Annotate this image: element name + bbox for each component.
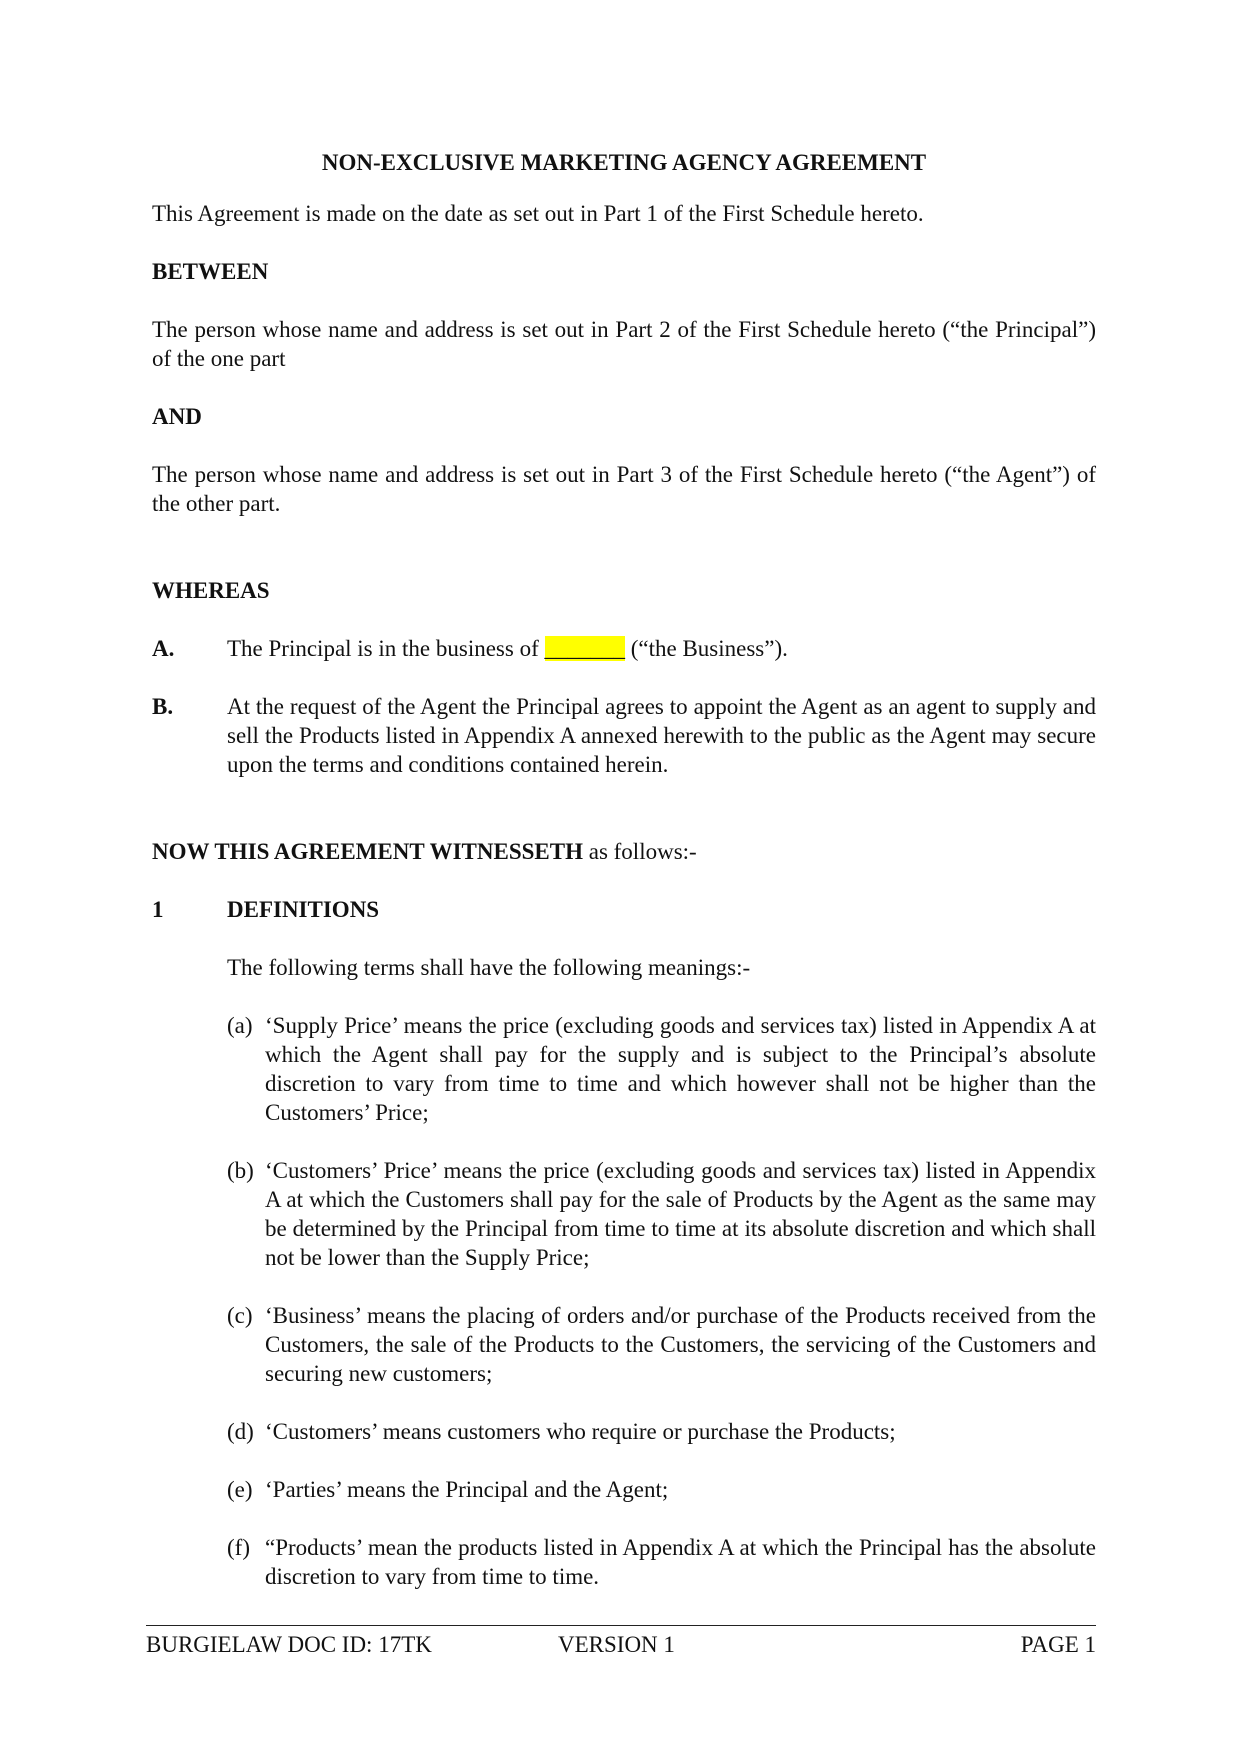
definition-label: (c) [227, 1303, 253, 1328]
definitions-intro: The following terms shall have the following meanings:- [227, 955, 751, 980]
between-heading: BETWEEN [152, 259, 269, 284]
agent-party-paragraph: The person whose name and address is set out in Part 3 of the First Schedule hereto (“the Agent”) of the other part. [152, 462, 1096, 516]
recital-a-mark: A. [152, 636, 175, 661]
section-title: DEFINITIONS [227, 897, 380, 922]
recital-a-text [227, 634, 1096, 663]
footer-page-number: PAGE 1 [1020, 1632, 1096, 1657]
and-heading: AND [152, 404, 202, 429]
definition-label: (a) [227, 1013, 253, 1038]
definition-label: (b) [227, 1158, 254, 1183]
business-blank-field[interactable]: _______ [544, 636, 625, 661]
definition-item [227, 1156, 1096, 1272]
principal-party-paragraph: The person whose name and address is set out in Part 2 of the First Schedule hereto (“the Principal”) of the one part [152, 317, 1096, 371]
recital-a-after: (“the Business”). [625, 636, 788, 661]
recital-b-mark: B. [152, 694, 174, 719]
document-title: NON-EXCLUSIVE MARKETING AGENCY AGREEMENT [321, 150, 927, 175]
definitions-block [227, 953, 1096, 1591]
recital-b [152, 692, 1096, 779]
definition-text: ‘Customers’ Price’ means the price (excluding goods and services tax) listed in Appendix A at which the Customers shall pay for the sale of Products by the Agent as the same may be determined by the Principal from time to time at its absolute discretion and which shall not be lower than the Supply Price; [265, 1158, 1096, 1270]
definition-item [227, 1301, 1096, 1388]
definition-label: (e) [227, 1477, 253, 1502]
definition-item [227, 1475, 1096, 1504]
recital-a [152, 634, 1096, 663]
definition-text: ‘Business’ means the placing of orders and/or purchase of the Products received from the Customers, the sale of the Products to the Customers, the servicing of the Customers and securing new customers; [265, 1303, 1096, 1386]
definition-item [227, 1417, 1096, 1446]
witness-bold: NOW THIS AGREEMENT WITNESSETH [152, 839, 583, 864]
definition-label: (f) [227, 1535, 250, 1560]
agreement-page [152, 148, 1096, 1620]
footer-version: VERSION 1 [558, 1632, 675, 1657]
opening-paragraph: This Agreement is made on the date as set out in Part 1 of the First Schedule hereto. [152, 201, 924, 226]
page-footer [146, 1625, 1096, 1659]
definition-text: ‘Parties’ means the Principal and the Agent; [265, 1477, 669, 1502]
section-1-heading [152, 895, 1096, 924]
recital-a-before: The Principal is in the business of [227, 636, 545, 661]
recital-b-text: At the request of the Agent the Principal agrees to appoint the Agent as an agent to supply and sell the Products listed in Appendix A annexed herewith to the public as the Agent may secure upon the terms and conditions contained herein. [227, 694, 1096, 777]
whereas-heading: WHEREAS [152, 578, 270, 603]
footer-doc-id: BURGIELAW DOC ID: 17TK [146, 1632, 432, 1657]
definition-text: ‘Customers’ means customers who require or purchase the Products; [265, 1419, 896, 1444]
definition-item [227, 1533, 1096, 1591]
definition-text: “Products’ mean the products listed in Appendix A at which the Principal has the absolute discretion to vary from time to time. [265, 1535, 1096, 1589]
section-number: 1 [152, 897, 164, 922]
definition-label: (d) [227, 1419, 254, 1444]
witness-clause [152, 837, 1096, 866]
definition-item [227, 1011, 1096, 1127]
definition-text: ‘Supply Price’ means the price (excluding goods and services tax) listed in Appendix A at which the Agent shall pay for the supply and is subject to the Principal’s absolute discretion to vary from time to time and which however shall not be higher than the Customers’ Price; [265, 1013, 1096, 1125]
witness-rest: as follows:- [582, 839, 697, 864]
